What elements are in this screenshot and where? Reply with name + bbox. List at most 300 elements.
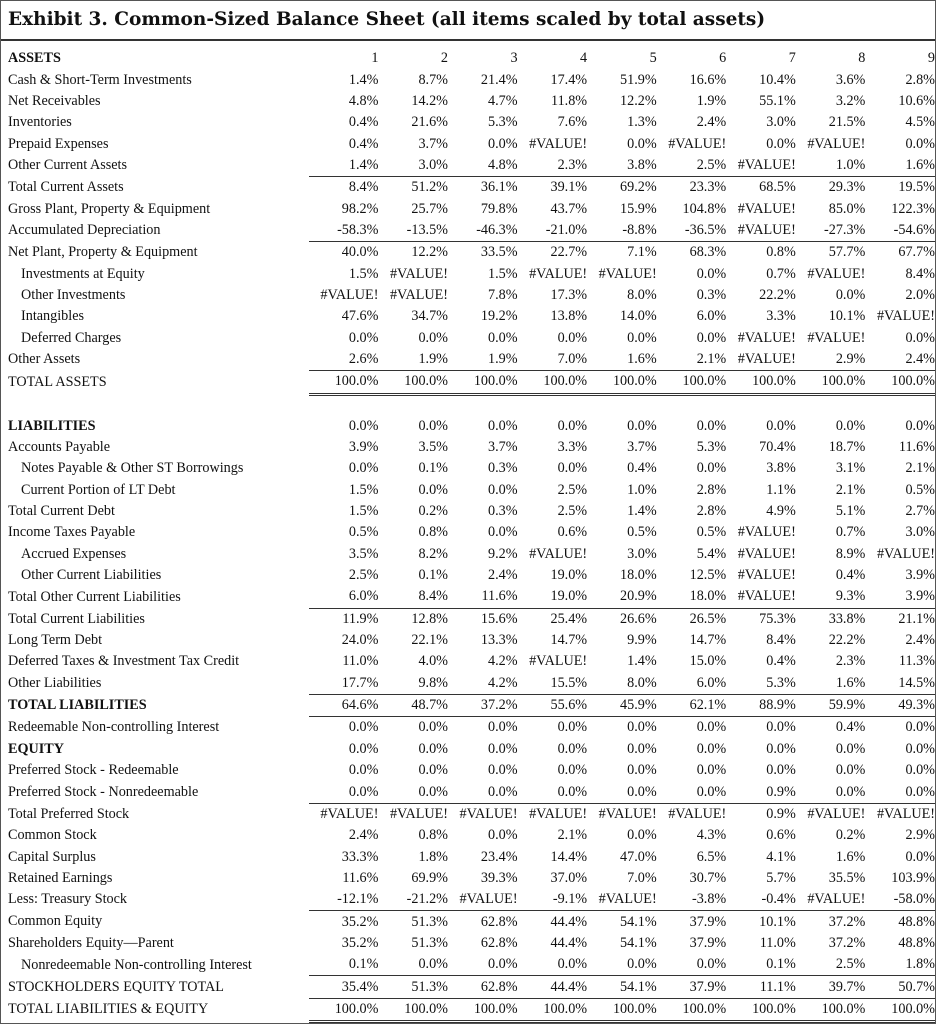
- value-cell-col-1: 100.0%: [309, 371, 379, 394]
- value-cell-col-1: 1.5%: [348, 503, 379, 520]
- row-equity: [8, 739, 935, 760]
- value-cell-col-1: 100.0%: [309, 998, 379, 1021]
- value-cell-col-9: 11.6%: [898, 439, 935, 456]
- row-label: Income Taxes Payable: [8, 524, 136, 541]
- row-label: Shareholders Equity—Parent: [8, 934, 174, 951]
- value-cell-col-2: 48.7%: [378, 694, 448, 716]
- row-investments-at-equity: [8, 263, 935, 284]
- row-prepaid-expenses: [8, 133, 935, 154]
- value-cell-col-3: 100.0%: [448, 998, 518, 1021]
- row-other-current-assets: [8, 155, 935, 177]
- value-cell-col-1: 0.1%: [348, 956, 379, 973]
- value-cell-col-7: 11.0%: [759, 934, 796, 951]
- value-cell-col-3: 15.6%: [448, 608, 518, 630]
- row-notes-payable-other-st-borrowings: [8, 458, 935, 479]
- value-cell-col-4: 44.4%: [518, 911, 588, 933]
- value-cell-col-4: 7.6%: [557, 114, 588, 131]
- value-cell-col-6: 2.4%: [696, 114, 727, 131]
- value-cell-col-6: 0.0%: [696, 956, 727, 973]
- value-cell-col-8: 29.3%: [796, 177, 866, 199]
- value-cell-col-5: 0.0%: [587, 717, 657, 739]
- row-label: Net Plant, Property & Equipment: [8, 244, 198, 261]
- value-cell-col-5: 100.0%: [587, 371, 657, 394]
- value-cell-col-7: #VALUE!: [737, 524, 796, 541]
- value-cell-col-4: 2.1%: [557, 827, 588, 844]
- value-cell-col-8: 0.0%: [835, 762, 866, 779]
- value-cell-col-3: 1.5%: [488, 265, 518, 282]
- value-cell-col-2: 34.7%: [411, 308, 448, 325]
- value-cell-col-6: 37.9%: [657, 911, 727, 933]
- value-cell-col-2: 9.8%: [418, 674, 448, 691]
- column-header-3: 3: [510, 50, 518, 67]
- column-header-7: 7: [788, 50, 796, 67]
- value-cell-col-1: #VALUE!: [320, 286, 379, 303]
- row-label: Redeemable Non-controlling Interest: [8, 719, 220, 736]
- value-cell-col-5: 7.1%: [587, 242, 657, 264]
- value-cell-col-3: 0.0%: [488, 481, 518, 498]
- value-cell-col-4: 2.5%: [557, 503, 588, 520]
- value-cell-col-4: 25.4%: [518, 608, 588, 630]
- row-label: Other Liabilities: [8, 675, 102, 692]
- value-cell-col-9: 4.5%: [905, 114, 935, 131]
- value-cell-col-6: 2.8%: [696, 503, 727, 520]
- value-cell-col-8: 1.6%: [835, 848, 866, 865]
- value-cell-col-1: 0.0%: [348, 329, 379, 346]
- value-cell-col-8: 2.9%: [835, 350, 866, 367]
- value-cell-col-6: 0.0%: [696, 417, 727, 434]
- value-cell-col-7: #VALUE!: [737, 329, 796, 346]
- value-cell-col-4: 0.0%: [518, 717, 588, 739]
- value-cell-col-2: 100.0%: [378, 371, 448, 394]
- value-cell-col-5: 20.9%: [620, 588, 657, 605]
- value-cell-col-1: 11.9%: [309, 608, 379, 630]
- row-shareholders-equity-parent: [8, 933, 935, 954]
- value-cell-col-9: 0.0%: [905, 417, 935, 434]
- row-label: Accrued Expenses: [21, 545, 127, 562]
- value-cell-col-9: 0.0%: [905, 329, 935, 346]
- value-cell-col-7: 0.8%: [726, 242, 796, 264]
- value-cell-col-4: 2.3%: [557, 156, 588, 173]
- value-cell-col-4: 0.0%: [557, 956, 588, 973]
- value-cell-col-9: #VALUE!: [876, 545, 935, 562]
- row-total-current-liabilities: [8, 608, 935, 630]
- value-cell-col-5: #VALUE!: [598, 891, 657, 908]
- value-cell-col-5: 18.0%: [620, 567, 657, 584]
- value-cell-col-8: 0.0%: [835, 740, 866, 757]
- value-cell-col-3: #VALUE!: [448, 803, 518, 825]
- value-cell-col-4: -9.1%: [552, 891, 588, 908]
- value-cell-col-3: 0.0%: [488, 329, 518, 346]
- value-cell-col-8: 10.1%: [828, 308, 866, 325]
- value-cell-col-2: 51.3%: [411, 934, 448, 951]
- row-label: Notes Payable & Other ST Borrowings: [21, 460, 244, 477]
- row-label: Current Portion of LT Debt: [21, 481, 176, 498]
- value-cell-col-5: 1.4%: [627, 503, 657, 520]
- value-cell-col-2: 3.7%: [418, 135, 448, 152]
- value-cell-col-9: 49.3%: [865, 694, 935, 716]
- value-cell-col-1: 8.4%: [309, 177, 379, 199]
- value-cell-col-9: 2.1%: [905, 460, 935, 477]
- value-cell-col-8: 57.7%: [796, 242, 866, 264]
- value-cell-col-7: #VALUE!: [737, 156, 796, 173]
- value-cell-col-8: 3.2%: [835, 92, 866, 109]
- value-cell-col-2: 0.8%: [418, 827, 448, 844]
- value-cell-col-6: 15.0%: [689, 653, 727, 670]
- value-cell-col-3: 3.7%: [488, 439, 518, 456]
- row-label: Total Current Debt: [8, 503, 115, 520]
- row-stockholders-equity-total: [8, 976, 935, 998]
- value-cell-col-1: 0.4%: [348, 135, 379, 152]
- value-cell-col-7: 100.0%: [726, 371, 796, 394]
- value-cell-col-9: 2.4%: [905, 632, 935, 649]
- value-cell-col-1: 11.0%: [342, 653, 379, 670]
- value-cell-col-9: 1.8%: [905, 956, 935, 973]
- row-gross-plant-property-equipment: [8, 198, 935, 219]
- value-cell-col-8: 2.1%: [835, 481, 866, 498]
- value-cell-col-5: 0.0%: [627, 417, 657, 434]
- row-total-liabilities: [8, 694, 935, 716]
- value-cell-col-3: 0.3%: [488, 503, 518, 520]
- value-cell-col-8: 33.8%: [796, 608, 866, 630]
- row-other-assets: [8, 349, 935, 371]
- value-cell-col-4: 0.0%: [557, 762, 588, 779]
- value-cell-col-4: 17.4%: [550, 71, 588, 88]
- value-cell-col-3: 4.7%: [488, 92, 518, 109]
- value-cell-col-4: #VALUE!: [529, 653, 588, 670]
- value-cell-col-7: #VALUE!: [737, 588, 796, 605]
- value-cell-col-4: 44.4%: [518, 976, 588, 998]
- value-cell-col-4: #VALUE!: [529, 265, 588, 282]
- value-cell-col-1: 0.0%: [348, 783, 379, 800]
- value-cell-col-7: 55.1%: [759, 92, 796, 109]
- value-cell-col-7: 0.4%: [766, 653, 796, 670]
- value-cell-col-2: 0.0%: [418, 762, 448, 779]
- value-cell-col-6: 68.3%: [657, 242, 727, 264]
- value-cell-col-6: 14.7%: [689, 632, 727, 649]
- value-cell-col-8: 37.2%: [828, 934, 866, 951]
- value-cell-col-3: 0.0%: [488, 524, 518, 541]
- value-cell-col-7: 11.1%: [726, 976, 796, 998]
- value-cell-col-3: 21.4%: [480, 71, 518, 88]
- row-total-liabilities-equity: [8, 998, 935, 1021]
- value-cell-col-1: -58.3%: [337, 221, 379, 238]
- value-cell-col-8: 1.0%: [835, 156, 866, 173]
- value-cell-col-4: 22.7%: [518, 242, 588, 264]
- row-retained-earnings: [8, 868, 935, 889]
- column-header-6: 6: [719, 50, 727, 67]
- value-cell-col-6: 5.4%: [696, 545, 727, 562]
- value-cell-col-5: 3.8%: [627, 156, 657, 173]
- row-income-taxes-payable: [8, 522, 935, 543]
- value-cell-col-1: 0.0%: [309, 717, 379, 739]
- value-cell-col-9: 2.9%: [905, 827, 935, 844]
- row-deferred-charges: [8, 327, 935, 348]
- row-inventories: [8, 112, 935, 133]
- row-label: Total Other Current Liabilities: [8, 588, 181, 605]
- row-other-liabilities: [8, 673, 935, 695]
- value-cell-col-6: 0.5%: [696, 524, 727, 541]
- value-cell-col-5: 100.0%: [587, 998, 657, 1021]
- row-nonredeemable-non-controlling-interest: [8, 954, 935, 976]
- value-cell-col-1: 24.0%: [341, 632, 379, 649]
- value-cell-col-9: 19.5%: [865, 177, 935, 199]
- row-label: Total Current Assets: [8, 178, 124, 195]
- value-cell-col-8: 100.0%: [796, 998, 866, 1021]
- column-header-9: 9: [927, 50, 935, 67]
- value-cell-col-5: 54.1%: [587, 911, 657, 933]
- value-cell-col-9: 14.5%: [898, 674, 935, 691]
- value-cell-col-9: 3.9%: [905, 567, 935, 584]
- value-cell-col-3: 62.8%: [448, 976, 518, 998]
- value-cell-col-4: #VALUE!: [529, 545, 588, 562]
- value-cell-col-8: 3.6%: [835, 71, 866, 88]
- value-cell-col-7: 10.1%: [726, 911, 796, 933]
- value-cell-col-7: 0.0%: [766, 417, 796, 434]
- row-cash-short-term-investments: [8, 69, 935, 90]
- value-cell-col-4: 44.4%: [550, 934, 588, 951]
- assets-section-heading: ASSETS: [8, 50, 61, 67]
- value-cell-col-5: 0.5%: [627, 524, 657, 541]
- value-cell-col-5: 0.0%: [627, 329, 657, 346]
- value-cell-col-7: 0.7%: [766, 265, 796, 282]
- row-label: Retained Earnings: [8, 869, 113, 886]
- value-cell-col-9: 3.0%: [905, 524, 935, 541]
- value-cell-col-1: 0.4%: [348, 114, 379, 131]
- value-cell-col-5: 45.9%: [587, 694, 657, 716]
- value-cell-col-5: 51.9%: [620, 71, 657, 88]
- value-cell-col-5: -8.8%: [622, 221, 657, 238]
- value-cell-col-9: 10.6%: [898, 92, 935, 109]
- value-cell-col-5: 8.0%: [627, 674, 657, 691]
- value-cell-col-1: 98.2%: [341, 200, 379, 217]
- value-cell-col-2: 8.2%: [418, 545, 448, 562]
- value-cell-col-6: 62.1%: [657, 694, 727, 716]
- value-cell-col-7: #VALUE!: [737, 200, 796, 217]
- assets-header-row: [8, 48, 935, 69]
- value-cell-col-4: 37.0%: [550, 869, 588, 886]
- value-cell-col-2: 69.9%: [411, 869, 448, 886]
- value-cell-col-4: 100.0%: [518, 371, 588, 394]
- row-redeemable-non-controlling-interest: [8, 717, 935, 739]
- value-cell-col-6: 5.3%: [696, 439, 727, 456]
- value-cell-col-4: 14.7%: [550, 632, 588, 649]
- value-cell-col-2: 8.4%: [418, 588, 448, 605]
- value-cell-col-6: 37.9%: [689, 934, 727, 951]
- value-cell-col-2: 4.0%: [418, 653, 448, 670]
- row-label: Nonredeemable Non-controlling Interest: [21, 956, 252, 973]
- value-cell-col-2: 0.0%: [418, 783, 448, 800]
- value-cell-col-5: 1.4%: [627, 653, 657, 670]
- row-label: EQUITY: [8, 740, 64, 757]
- value-cell-col-8: #VALUE!: [807, 329, 866, 346]
- value-cell-col-5: 0.0%: [627, 827, 657, 844]
- value-cell-col-8: 59.9%: [796, 694, 866, 716]
- value-cell-col-6: 12.5%: [689, 567, 727, 584]
- row-total-other-current-liabilities: [8, 586, 935, 608]
- column-header-2: 2: [440, 50, 448, 67]
- value-cell-col-6: #VALUE!: [668, 135, 727, 152]
- value-cell-col-1: 0.0%: [348, 460, 379, 477]
- value-cell-col-4: 0.0%: [557, 740, 588, 757]
- value-cell-col-6: 100.0%: [657, 371, 727, 394]
- value-cell-col-8: 35.5%: [828, 869, 866, 886]
- value-cell-col-8: 2.3%: [835, 653, 866, 670]
- value-cell-col-1: 35.2%: [309, 911, 379, 933]
- value-cell-col-4: -21.0%: [545, 221, 588, 238]
- row-less-treasury-stock: [8, 889, 935, 911]
- row-label: Other Investments: [21, 286, 126, 303]
- value-cell-col-8: 0.2%: [835, 827, 866, 844]
- value-cell-col-2: 12.2%: [378, 242, 448, 264]
- row-total-current-debt: [8, 501, 935, 522]
- value-cell-col-5: 1.0%: [627, 481, 657, 498]
- row-net-plant-property-equipment: [8, 242, 935, 264]
- value-cell-col-2: 22.1%: [411, 632, 448, 649]
- column-header-5: 5: [649, 50, 657, 67]
- value-cell-col-7: #VALUE!: [737, 545, 796, 562]
- value-cell-col-6: 100.0%: [657, 998, 727, 1021]
- value-cell-col-4: #VALUE!: [529, 135, 588, 152]
- value-cell-col-9: 100.0%: [865, 371, 935, 394]
- value-cell-col-1: 4.8%: [348, 92, 379, 109]
- value-cell-col-2: -13.5%: [406, 221, 448, 238]
- value-cell-col-7: 0.0%: [766, 135, 796, 152]
- value-cell-col-8: 2.5%: [835, 956, 866, 973]
- value-cell-col-7: 0.0%: [766, 762, 796, 779]
- value-cell-col-8: 0.4%: [796, 717, 866, 739]
- value-cell-col-2: 3.0%: [418, 156, 448, 173]
- value-cell-col-9: 0.0%: [905, 135, 935, 152]
- value-cell-col-6: 0.0%: [657, 717, 727, 739]
- value-cell-col-7: 0.9%: [766, 783, 796, 800]
- value-cell-col-1: 6.0%: [348, 588, 379, 605]
- value-cell-col-3: 4.8%: [488, 156, 518, 173]
- row-label: Common Stock: [8, 827, 97, 844]
- value-cell-col-2: 51.3%: [378, 976, 448, 998]
- value-cell-col-3: 0.0%: [488, 762, 518, 779]
- value-cell-col-7: 4.9%: [766, 503, 796, 520]
- value-cell-col-8: 21.5%: [828, 114, 866, 131]
- value-cell-col-9: 21.1%: [865, 608, 935, 630]
- value-cell-col-1: 64.6%: [309, 694, 379, 716]
- value-cell-col-7: #VALUE!: [737, 567, 796, 584]
- value-cell-col-4: 13.8%: [550, 308, 588, 325]
- value-cell-col-5: 54.1%: [587, 976, 657, 998]
- value-cell-col-8: -27.3%: [824, 221, 866, 238]
- value-cell-col-4: 2.5%: [557, 481, 588, 498]
- value-cell-col-7: 0.6%: [766, 827, 796, 844]
- value-cell-col-9: 2.0%: [905, 286, 935, 303]
- value-cell-col-4: 0.0%: [557, 783, 588, 800]
- value-cell-col-3: 62.8%: [448, 911, 518, 933]
- value-cell-col-1: 1.4%: [348, 156, 379, 173]
- value-cell-col-5: 0.4%: [627, 460, 657, 477]
- value-cell-col-3: 0.3%: [488, 460, 518, 477]
- value-cell-col-8: 9.3%: [835, 588, 866, 605]
- value-cell-col-8: 3.1%: [835, 460, 866, 477]
- value-cell-col-2: #VALUE!: [389, 265, 448, 282]
- value-cell-col-7: -0.4%: [761, 891, 796, 908]
- row-preferred-stock-nonredeemable: [8, 781, 935, 803]
- value-cell-col-6: 0.0%: [696, 329, 727, 346]
- value-cell-col-4: 55.6%: [518, 694, 588, 716]
- value-cell-col-2: 51.3%: [378, 911, 448, 933]
- value-cell-col-8: 0.0%: [835, 286, 866, 303]
- value-cell-col-3: 0.0%: [488, 740, 518, 757]
- value-cell-col-5: #VALUE!: [598, 265, 657, 282]
- value-cell-col-7: 3.0%: [766, 114, 796, 131]
- value-cell-col-1: #VALUE!: [309, 803, 379, 825]
- value-cell-col-3: 9.2%: [488, 545, 518, 562]
- value-cell-col-3: 5.3%: [488, 114, 518, 131]
- value-cell-col-9: 0.0%: [905, 783, 935, 800]
- value-cell-col-3: 0.0%: [448, 717, 518, 739]
- row-label: Total Current Liabilities: [8, 610, 145, 627]
- value-cell-col-9: 3.9%: [905, 588, 935, 605]
- row-label: Prepaid Expenses: [8, 135, 109, 152]
- value-cell-col-2: 3.5%: [418, 439, 448, 456]
- value-cell-col-6: -3.8%: [691, 891, 727, 908]
- row-label: TOTAL LIABILITIES & EQUITY: [8, 1001, 209, 1018]
- value-cell-col-1: 1.4%: [348, 71, 379, 88]
- value-cell-col-4: 19.0%: [550, 567, 588, 584]
- value-cell-col-8: #VALUE!: [807, 135, 866, 152]
- row-accrued-expenses: [8, 544, 935, 565]
- value-cell-col-9: 100.0%: [865, 998, 935, 1021]
- value-cell-col-1: 40.0%: [309, 242, 379, 264]
- value-cell-col-5: 47.0%: [620, 848, 657, 865]
- value-cell-col-8: 37.2%: [796, 911, 866, 933]
- value-cell-col-7: #VALUE!: [737, 350, 796, 367]
- value-cell-col-7: 1.1%: [766, 481, 796, 498]
- value-cell-col-9: 2.8%: [905, 71, 935, 88]
- value-cell-col-9: 2.4%: [905, 350, 935, 367]
- value-cell-col-1: 11.6%: [342, 869, 379, 886]
- value-cell-col-5: #VALUE!: [587, 803, 657, 825]
- value-cell-col-7: 0.1%: [766, 956, 796, 973]
- value-cell-col-9: 67.7%: [865, 242, 935, 264]
- value-cell-col-7: 68.5%: [726, 177, 796, 199]
- row-label: Preferred Stock - Nonredeemable: [8, 783, 199, 800]
- value-cell-col-9: 0.0%: [905, 740, 935, 757]
- value-cell-col-8: 0.0%: [835, 783, 866, 800]
- value-cell-col-5: 12.2%: [620, 92, 657, 109]
- value-cell-col-4: 39.1%: [518, 177, 588, 199]
- row-intangibles: [8, 306, 935, 327]
- value-cell-col-2: 0.0%: [418, 740, 448, 757]
- value-cell-col-6: 30.7%: [689, 869, 727, 886]
- value-cell-col-5: 3.0%: [627, 545, 657, 562]
- value-cell-col-8: #VALUE!: [807, 891, 866, 908]
- value-cell-col-2: 0.0%: [378, 717, 448, 739]
- value-cell-col-5: 8.0%: [627, 286, 657, 303]
- value-cell-col-8: 85.0%: [828, 200, 866, 217]
- row-label: Total Preferred Stock: [8, 805, 130, 822]
- row-label: Cash & Short-Term Investments: [8, 71, 192, 88]
- value-cell-col-6: 0.0%: [696, 265, 727, 282]
- row-label: Other Current Liabilities: [21, 567, 162, 584]
- row-label: Inventories: [8, 114, 72, 131]
- value-cell-col-7: 5.3%: [766, 674, 796, 691]
- row-preferred-stock-redeemable: [8, 760, 935, 781]
- value-cell-col-9: 1.6%: [905, 156, 935, 173]
- value-cell-col-6: 2.8%: [696, 481, 727, 498]
- row-capital-surplus: [8, 846, 935, 867]
- value-cell-col-9: #VALUE!: [865, 803, 935, 825]
- row-accumulated-depreciation: [8, 220, 935, 242]
- value-cell-col-6: 23.3%: [657, 177, 727, 199]
- value-cell-col-9: 0.0%: [865, 717, 935, 739]
